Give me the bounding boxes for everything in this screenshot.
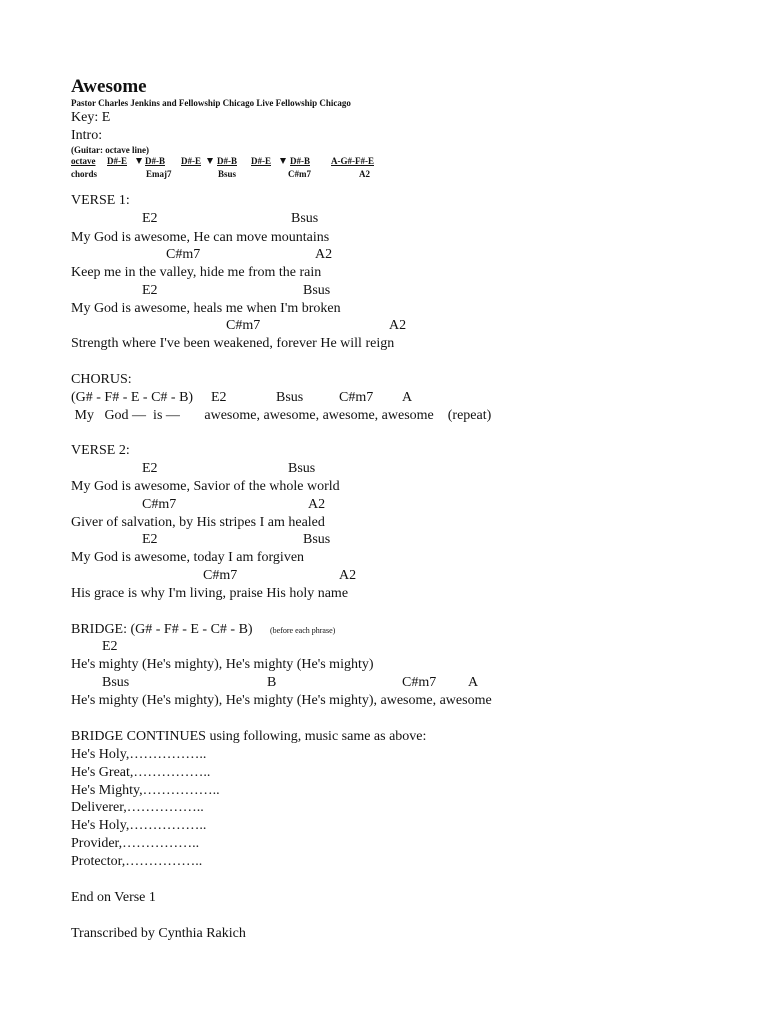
ending-note: End on Verse 1 <box>71 890 156 905</box>
chorus-heading: CHORUS: <box>71 372 132 387</box>
octave-note: D#-B <box>290 156 310 166</box>
bridge-continues-heading: BRIDGE CONTINUES using following, music same as above: <box>71 729 427 744</box>
octave-note: D#-B <box>217 156 237 166</box>
arrow-down-icon <box>135 156 143 165</box>
bridge-note: (before each phrase) <box>270 626 336 635</box>
chord: C#m7 <box>203 568 238 583</box>
transcriber-credit: Transcribed by Cynthia Rakich <box>71 926 246 941</box>
lyric-line: His grace is why I'm living, praise His holy name <box>71 586 349 601</box>
lyric-line: My God is awesome, Savior of the whole world <box>71 479 340 494</box>
list-item: He's Mighty,…………….. <box>71 783 220 798</box>
chord: C#m7 <box>402 675 437 690</box>
bridge-heading: BRIDGE: (G# - F# - E - C# - B) <box>71 622 253 637</box>
chord: A2 <box>315 247 333 262</box>
chord: Bsus <box>102 675 130 690</box>
chord: E2 <box>102 639 118 654</box>
key-line: Key: E <box>71 110 111 125</box>
lyric-line: My God is awesome, today I am forgiven <box>71 550 305 565</box>
lyric-line: Keep me in the valley, hide me from the rain <box>71 265 322 280</box>
chord: C#m7 <box>226 318 261 333</box>
verse2-heading: VERSE 2: <box>71 443 130 458</box>
lyric-line: My God is awesome, heals me when I'm broken <box>71 301 341 316</box>
arrow-down-icon <box>206 156 214 165</box>
octave-note: D#-E <box>181 156 201 166</box>
octave-note: D#-E <box>107 156 127 166</box>
lyric-line: Giver of salvation, by His stripes I am healed <box>71 515 325 530</box>
lyric-line: He's mighty (He's mighty), He's mighty (He's mighty), awesome, awesome <box>71 693 492 708</box>
chord: Bsus <box>276 390 304 405</box>
chord: C#m7 <box>142 497 177 512</box>
byline: Pastor Charles Jenkins and Fellowship Chicago Live Fellowship Chicago <box>71 98 351 108</box>
list-item: Provider,…………….. <box>71 836 200 851</box>
chord: Emaj7 <box>146 169 172 179</box>
chord: A <box>468 675 479 690</box>
chorus-progression: (G# - F# - E - C# - B) <box>71 390 194 405</box>
guitar-note: (Guitar: octave line) <box>71 145 149 155</box>
song-title: Awesome <box>71 76 147 97</box>
chord: E2 <box>211 390 227 405</box>
list-item: Protector,…………….. <box>71 854 203 869</box>
chord: Bsus <box>288 461 316 476</box>
chord: Bsus <box>218 169 237 179</box>
list-item: He's Holy,…………….. <box>71 818 207 833</box>
chord: A2 <box>389 318 407 333</box>
chord: A2 <box>339 568 357 583</box>
octave-note: D#-E <box>251 156 271 166</box>
chord: Bsus <box>303 532 331 547</box>
octave-label: octave <box>71 156 96 166</box>
chord: A2 <box>359 169 370 179</box>
lyric-line: He's mighty (He's mighty), He's mighty (He's mighty) <box>71 657 374 672</box>
chord: E2 <box>142 283 158 298</box>
lyric-line: My God is awesome, He can move mountains <box>71 230 330 245</box>
list-item: He's Holy,…………….. <box>71 747 207 762</box>
chord: E2 <box>142 211 158 226</box>
chord: Bsus <box>291 211 319 226</box>
chord: A <box>402 390 413 405</box>
chord: E2 <box>142 461 158 476</box>
chord: B <box>267 675 277 690</box>
octave-note: D#-B <box>145 156 165 166</box>
list-item: Deliverer,…………….. <box>71 800 204 815</box>
chord: A2 <box>308 497 326 512</box>
chorus-lyric: My God — is — awesome, awesome, awesome, awesome (repeat) <box>71 408 492 423</box>
intro-label: Intro: <box>71 128 103 143</box>
chords-label: chords <box>71 169 98 179</box>
verse1-heading: VERSE 1: <box>71 193 130 208</box>
octave-note: A-G#-F#-E <box>331 156 374 166</box>
chord: Bsus <box>303 283 331 298</box>
chord: C#m7 <box>166 247 201 262</box>
chord: C#m7 <box>339 390 374 405</box>
lyric-line: Strength where I've been weakened, forever He will reign <box>71 336 395 351</box>
list-item: He's Great,…………….. <box>71 765 211 780</box>
chord: E2 <box>142 532 158 547</box>
chord: C#m7 <box>288 169 311 179</box>
arrow-down-icon <box>279 156 287 165</box>
